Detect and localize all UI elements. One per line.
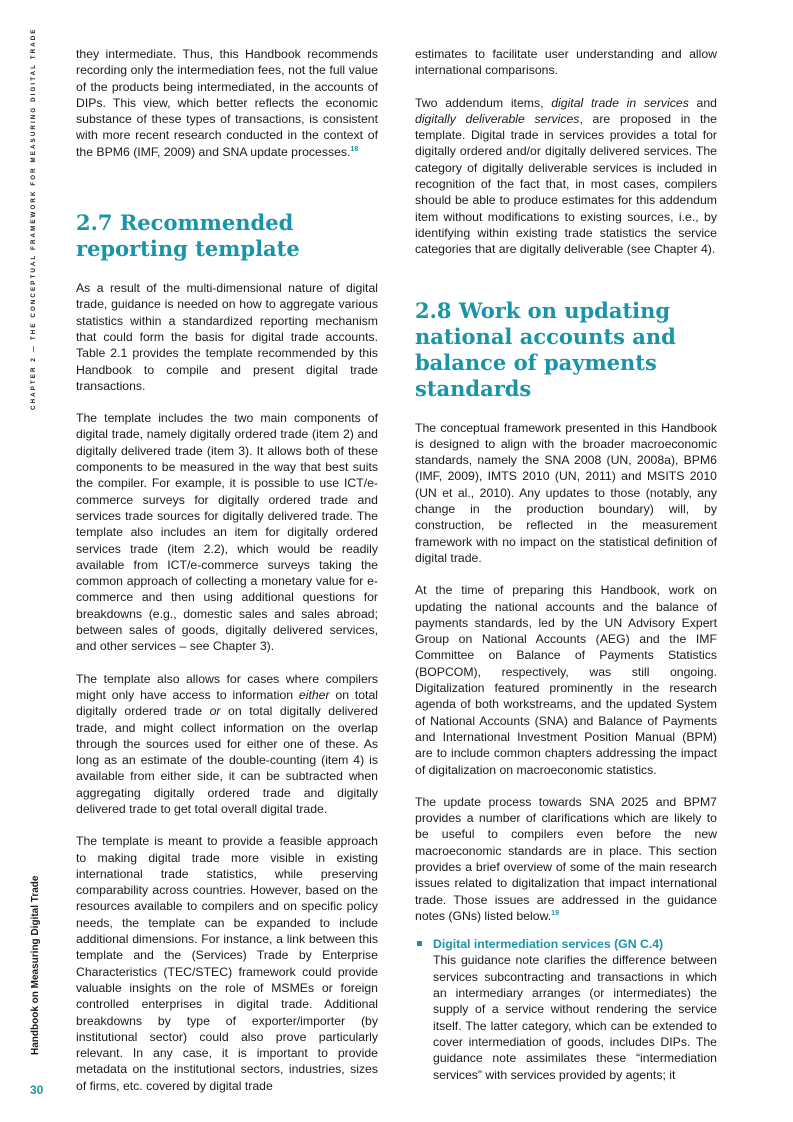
heading-line: 2.7 Recommended: [76, 210, 294, 236]
paragraph-text: on total digitally delivered trade, and might collect information on the overlap through the sources used for either one of these. As long as an estimate of the double-counting (item 4) is available from either side, it can be subtracted when aggregating digitally ordered trade and digitally delivered trade to get total overall digital trade.: [76, 704, 378, 816]
paragraph-text: Two addendum items,: [415, 95, 552, 110]
section-heading-2-8: [415, 298, 717, 402]
right-column: [415, 46, 717, 1083]
bullet-text: This guidance note clarifies the difference between services subcontracting and transactions in which an intermediary arranges (or intermediates) the supply of a service without rendering the service itself. The latter category, which can be extended to cover intermediation of goods, includes DIPs. The guidance note assimilates these “intermediation services” with services provided by agents; it: [433, 953, 717, 1082]
paragraph: [415, 95, 717, 258]
paragraph: The template includes the two main components of digital trade, namely digitally ordered trade (item 2) and digitally delivered trade (item 3). It allows both of these components to be measured in the way that best suits the compiler. For example, it is possible to use ICT/e-commerce surveys for digitally ordered trade and services trade sources for digitally delivered trade. The template also includes an item for digitally ordered services trade (item 2.2), which would be readily available from ICT/e-commerce surveys taking the common approach of collecting a monetary value for e-commerce and then using additional questions for breakdowns (e.g., domestic sales and sales abroad; between sales of goods, digitally delivered services, and other services – see Chapter 3).: [76, 411, 378, 654]
paragraph: At the time of preparing this Handbook, work on updating the national accounts and the balance of payments standards, led by the UN Advisory Expert Group on National Accounts (AEG) and the IMF Committee on Balance of Payments Statistics (BOPCOM), respectively, was still ongoing. Digitalization featured prominently in the research agenda of both workstreams, and the updated System of National Accounts (SNA) and Balance of Payments and International Investment Position Manual (BPM) are to include common chapters addressing the impact of digitalization on macroeconomic statistics.: [415, 583, 717, 777]
heading-line: reporting template: [76, 236, 300, 262]
paragraph: As a result of the multi-dimensional nature of digital trade, guidance is needed on how to aggregate various statistics within a standardized reporting mechanism that could form the basis for digital trade accounts. Table 2.1 provides the template recommended by this Handbook to compile and present digital trade transactions.: [76, 281, 378, 393]
paragraph: estimates to facilitate user understanding and allow international comparisons.: [415, 47, 717, 78]
paragraph-text: on total digitally ordered trade: [76, 687, 378, 719]
emphasis-text: digitally deliverable services: [415, 111, 580, 126]
emphasis-text: either: [298, 687, 330, 702]
footnote-ref[interactable]: 18: [350, 145, 359, 153]
heading-line: national accounts and: [415, 323, 676, 349]
paragraph: The conceptual framework presented in this Handbook is designed to align with the broader macroeconomic standards, namely the SNA 2008 (UN, 2008a), BPM6 (IMF, 2009), IMTS 2010 (UN, 2011) and MSITS 2010 (UN et al., 2010). Any updates to those (notably, any change in the production boundary) will, by construction, be reflected in the measurement framework with no impact on the statistical definition of digital trade.: [415, 420, 717, 565]
handbook-running-title: Handbook on Measuring Digital Trade: [30, 875, 41, 1055]
paragraph-text: and: [688, 95, 717, 110]
heading-line: standards: [415, 375, 532, 401]
left-column: [76, 46, 378, 1110]
paragraph-text: they intermediate. Thus, this Handbook recommends recording only the intermediation fees, not the full value of the products being intermediated, in the accounts of DIPs. This view, which better reflects the economic substance of these types of transactions, is consistent with more recent research conducted in the context of the BPM6 (IMF, 2009) and SNA update processes.: [76, 47, 378, 159]
page-number: 30: [30, 1083, 44, 1097]
emphasis-text: digital trade in services: [551, 95, 689, 110]
paragraph-text: , are proposed in the template. Digital trade in services provides a total for digitally ordered and/or digitally delivered services. The category of digitally deliverable services is included in recognition of the fact that, in most cases, compilers should be able to produce estimates for this addendum item without modifications to existing sources, i.e., by identifying within existing trade statistics the service categories that are digitally deliverable (see Chapter 4).: [415, 111, 717, 257]
paragraph: The template is meant to provide a feasible approach to making digital trade more visible in existing international trade statistics, while preserving comparability across countries. However, based on the resources available to compilers and on specific policy needs, the template can be expanded to include additional dimensions. For instance, a link between this template and the (Services) Trade by Enterprise Characteristics (TEC/STEC) framework could provide valuable insights on the role of MSMEs or foreign controlled enterprises in digital trade. Additional breakdowns by type of exporter/importer (by institutional sector) could also prove particularly relevant. In any case, it is important to provide metadata on the institutional sectors, industries, sizes of firms, etc. covered by digital trade: [76, 834, 378, 1093]
heading-line: balance of payments: [415, 349, 657, 375]
chapter-running-header: CHAPTER 2 — THE CONCEPTUAL FRAMEWORK FOR MEASURING DIGITAL TRADE: [30, 27, 37, 410]
paragraph-text: The template also allows for cases where compilers might only have access to information: [76, 671, 378, 702]
footnote-ref[interactable]: 19: [551, 909, 559, 917]
emphasis-text: or: [209, 704, 221, 719]
paragraph: [76, 46, 378, 160]
paragraph-text: The update process towards SNA 2025 and BPM7 provides a number of clarifications which are likely to be useful to compilers even before the new macroeconomic standards are in place. This section provides a brief overview of some of the main research issues related to digitalization that impact international trade. Those issues are addressed in the guidance notes (GNs) listed below.: [415, 794, 717, 923]
bullet-marker: [417, 941, 422, 946]
section-heading-2-7: [76, 210, 378, 262]
paragraph: [415, 794, 717, 924]
paragraph: [76, 671, 378, 818]
bullet-title: Digital intermediation services (GN C.4): [433, 937, 664, 952]
heading-line: 2.8 Work on updating: [415, 297, 671, 323]
list-item: [415, 936, 717, 1083]
guidance-notes-list: [415, 936, 717, 1083]
